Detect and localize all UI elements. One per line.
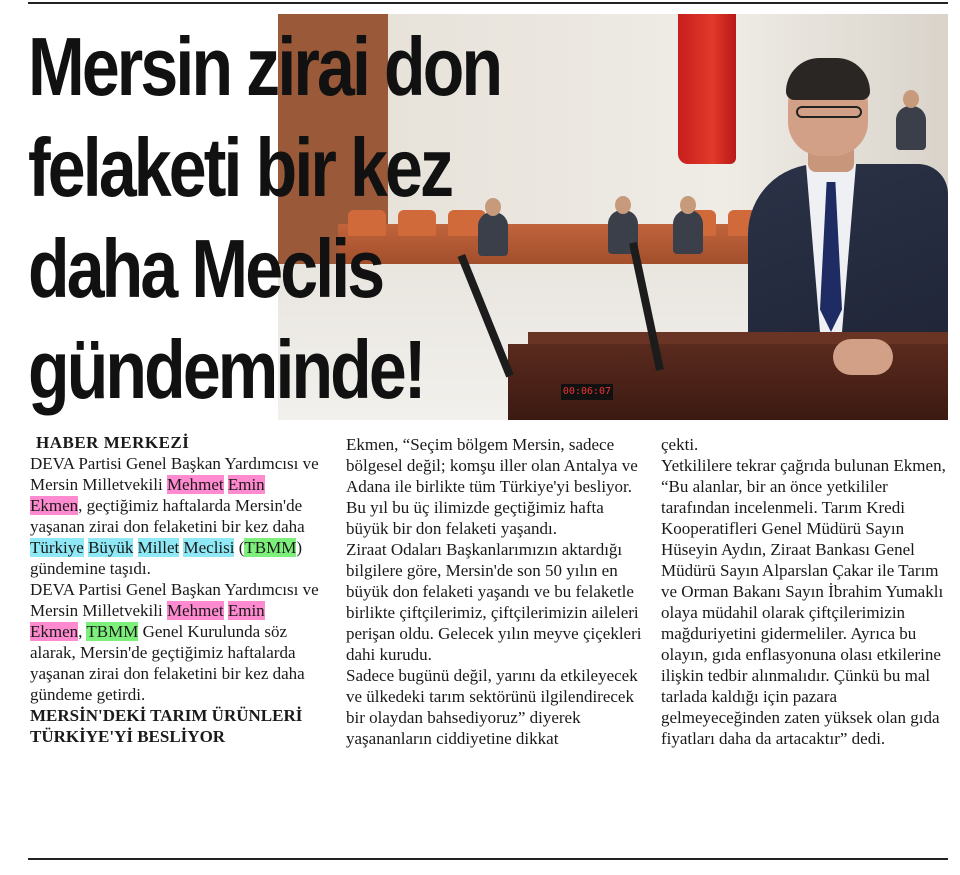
speaker-glasses	[796, 106, 862, 118]
article-paragraph	[30, 453, 320, 579]
background-person	[896, 106, 926, 150]
highlighted-institution: Türkiye	[30, 538, 84, 557]
headline-line: gündeminde!	[28, 323, 424, 416]
headline-line: felaketi bir kez	[28, 121, 452, 214]
highlighted-institution: Millet	[137, 538, 180, 557]
highlighted-institution: Meclisi	[183, 538, 235, 557]
text-span: ) gündemine taşıdı.	[30, 538, 303, 578]
speaker-hand	[833, 339, 893, 375]
highlighted-abbreviation: TBMM	[244, 538, 297, 557]
article-paragraph: çekti.	[661, 435, 699, 454]
headline-line: daha Meclis	[28, 222, 383, 315]
highlighted-name: Mehmet	[166, 475, 224, 494]
highlighted-name: Mehmet	[166, 601, 224, 620]
article-paragraph: Ekmen, “Seçim bölgem Mersin, sadece bölgesel değil; komşu iller olan Antalya ve Adana ile birlikte tüm Türkiye'yi besliyor. Bu yıl bu üç ilimizde geçtiğimiz hafta büyük bir don felaketi yaşandı.	[346, 435, 638, 538]
headline-line: Mersin zirai don	[28, 20, 501, 113]
article-column-2	[346, 434, 642, 749]
highlighted-name: Ekmen	[30, 496, 79, 515]
podium-timer-display: 00:06:07	[561, 384, 613, 400]
article-paragraph: Sadece bugünü değil, yarını da etkileyecek ve ülkedeki tarım sektörünü ilgilendirecek bir olaydan bahsediyoruz” diyerek yaşananların ciddiyetine dikkat	[346, 666, 638, 748]
bottom-rule	[28, 858, 948, 860]
subheading: MERSİN'DEKİ TARIM ÜRÜNLERİ TÜRKİYE'Yİ BESLİYOR	[30, 706, 303, 746]
highlighted-name: Emin	[227, 601, 265, 620]
highlighted-name: Emin	[227, 475, 265, 494]
turkish-flag	[678, 14, 736, 164]
top-rule	[28, 2, 948, 4]
background-person-head	[680, 196, 696, 214]
text-span: DEVA Partisi Genel Başkan Yardımcısı ve Mersin Milletvekili	[30, 580, 319, 620]
highlighted-institution: Büyük	[88, 538, 134, 557]
background-person	[673, 210, 703, 254]
text-span: (	[238, 538, 245, 557]
article-paragraph	[30, 579, 320, 705]
article-paragraph: Yetkililere tekrar çağrıda bulunan Ekmen, “Bu alanlar, bir an önce yetkililer tarafından incelenmeli. Tarım Kredi Kooperatifleri Genel Müdürü Sayın Hüseyin Aydın, Ziraat Bankası Genel Müdürü Sayın Alparslan Çakar ile Tarım ve Orman Bakanı Sayın İbrahim Yumaklı olaya müdahil olarak çiftçilerimizin mağduriyetini gidermeliler. Ayrıca bu olayın, gıda enflasyonuna olası etkilerine ilişkin tedbir alınmalıdır. Çünkü bu mal tarlada kaldığı için pazara gelmeyeceğinden zaten yüksek olan gıda fiyatları daha da artacaktır” dedi.	[661, 456, 946, 748]
article-column-1	[30, 432, 320, 747]
text-span: Genel Kurulunda söz alarak, Mersin'de geçtiğimiz haftalarda yaşanan zirai don felaketini bir kez daha gündeme getirdi.	[30, 622, 305, 704]
text-span: DEVA Partisi Genel Başkan Yardımcısı ve Mersin Milletvekili	[30, 454, 319, 494]
text-span: ,	[78, 622, 83, 641]
text-span: , geçtiğimiz haftalarda Mersin'de yaşanan zirai don felaketini bir kez daha	[30, 496, 305, 536]
highlighted-abbreviation: TBMM	[86, 622, 139, 641]
article-column-3	[661, 434, 948, 749]
background-person-head	[903, 90, 919, 108]
highlighted-name: Ekmen	[30, 622, 79, 641]
article-paragraph: Ziraat Odaları Başkanlarımızın aktardığı bilgilere göre, Mersin'de son 50 yılın en büyük don felaketi yaşandı ve bu felaketle birlikte çiftçilerimiz, çiftçilerimizin aileleri perişan oldu. Gelecek yılın meyve çiçekleri dahi kurudu.	[346, 540, 642, 664]
background-person-head	[615, 196, 631, 214]
byline: HABER MERKEZİ	[36, 433, 190, 452]
headline	[28, 16, 536, 420]
